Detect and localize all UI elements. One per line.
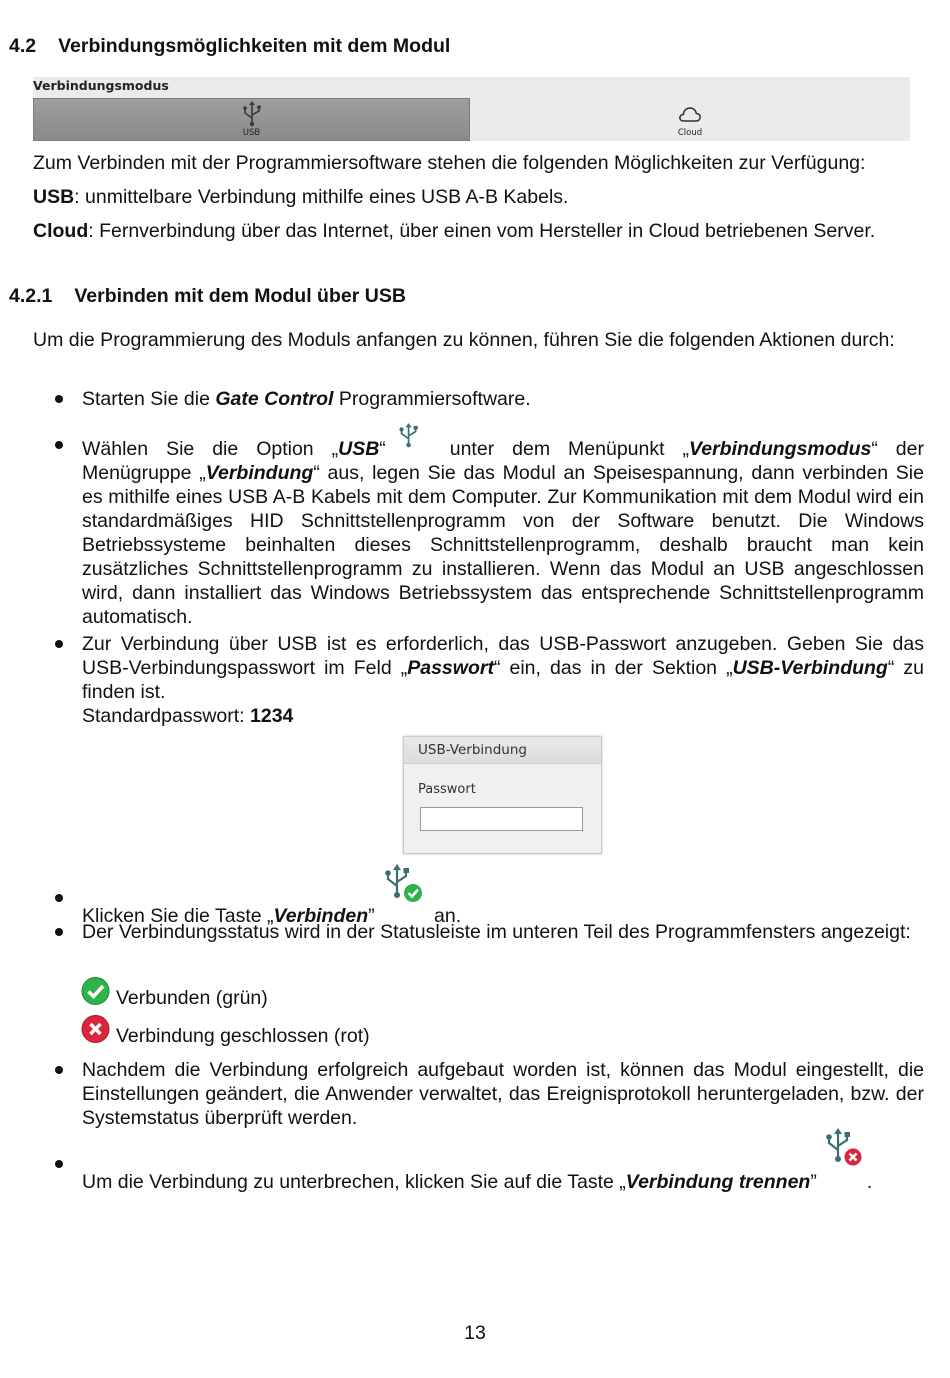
bullet-after-connection: Nachdem die Verbindung erfolgreich aufgebaut worden ist, können das Modul eingestellt, die Einstellungen geändert, die Anwender verwaltet, das Ereignisprotokoll heruntergeladen, bzw. der Systemstatus überprüft werden. xyxy=(82,1059,924,1129)
cloud-mode-label: Cloud xyxy=(677,128,703,138)
usb-disconnect-icon[interactable] xyxy=(825,1152,865,1192)
red-x-icon xyxy=(81,1015,111,1043)
section-heading xyxy=(9,34,450,58)
status-closed-text: Verbindung geschlossen (rot) xyxy=(116,1025,370,1047)
cloud-icon xyxy=(678,104,702,124)
usb-connection-panel xyxy=(403,736,602,854)
bullet-text: Zur Verbindung über USB ist es erforderlich, das USB-Passwort anzugeben. Geben Sie das USB-Verbindungspasswort im Feld „ xyxy=(82,633,924,679)
bullet-dot xyxy=(55,640,63,648)
usb-definition-text: : unmittelbare Verbindung mithilfe eines USB A-B Kabels. xyxy=(74,186,569,208)
bullet-dot xyxy=(55,928,63,936)
page-number: 13 xyxy=(464,1322,486,1344)
menu-group-connection: Verbindung xyxy=(205,462,314,484)
option-usb: USB xyxy=(338,438,380,460)
default-password-label: Standardpasswort: xyxy=(82,705,251,727)
bullet-dot xyxy=(55,894,63,902)
connection-mode-title: Verbindungsmodus xyxy=(33,78,169,93)
usb-icon xyxy=(241,101,263,127)
bullet-dot xyxy=(55,441,63,449)
software-name: Gate Control xyxy=(215,388,334,410)
password-input[interactable] xyxy=(420,807,583,831)
bullet-disconnect xyxy=(82,1152,924,1194)
usb-mode-button[interactable] xyxy=(33,98,470,141)
bullet-text: an. xyxy=(428,905,462,927)
bullet-select-usb xyxy=(82,433,924,629)
bullet-dot xyxy=(55,1160,63,1168)
cloud-mode-button[interactable] xyxy=(470,98,910,141)
usb-connection-panel-title: USB-Verbindung xyxy=(404,737,601,764)
usb-term: USB xyxy=(33,186,75,208)
button-connect-name: Verbinden xyxy=(273,905,369,927)
subsection-intro: Um die Programmierung des Moduls anfangen zu können, führen Sie die folgenden Aktionen durch: xyxy=(33,329,895,351)
subsection-number: 4.2.1 xyxy=(9,285,53,307)
section-number: 4.2 xyxy=(9,35,37,57)
bullet-text: “ der Menügruppe „ xyxy=(82,438,924,484)
bullet-password xyxy=(82,632,924,728)
usb-definition xyxy=(33,185,913,209)
default-password-value: 1234 xyxy=(250,705,294,727)
bullet-text: “ xyxy=(379,438,386,460)
green-check-icon xyxy=(81,977,111,1005)
bullet-start-software xyxy=(82,387,924,411)
bullet-text: unter dem Menüpunkt „ xyxy=(431,438,689,460)
bullet-text: Starten Sie die xyxy=(82,388,216,410)
usb-icon xyxy=(392,433,428,457)
bullet-text: ” xyxy=(810,1171,817,1193)
usb-mode-label: USB xyxy=(242,128,261,138)
status-connected-text: Verbunden (grün) xyxy=(116,987,268,1009)
intro-text: Zum Verbinden mit der Programmiersoftware stehen die folgenden Möglichkeiten zur Verfügung: xyxy=(33,152,866,174)
bullet-text: . xyxy=(866,1171,873,1193)
bullet-dot xyxy=(55,395,63,403)
field-password-name: Passwort xyxy=(407,657,494,679)
menu-connection-mode: Verbindungsmodus xyxy=(688,438,872,460)
section-title: Verbindungsmöglichkeiten mit dem Modul xyxy=(58,35,451,57)
section-usb-connection-name: USB-Verbindung xyxy=(732,657,888,679)
bullet-text: Um die Verbindung zu unterbrechen, klicken Sie auf die Taste „ xyxy=(82,1171,626,1193)
bullet-text: Wählen Sie die Option „ xyxy=(82,438,339,460)
bullet-status: Der Verbindungsstatus wird in der Statusleiste im unteren Teil des Programmfensters angezeigt: xyxy=(82,921,911,943)
password-label: Passwort xyxy=(418,782,476,797)
subsection-heading xyxy=(9,284,406,308)
cloud-term: Cloud xyxy=(33,220,89,242)
bullet-text: “ ein, das in der Sektion „ xyxy=(493,657,733,679)
bullet-text: Klicken Sie die Taste „ xyxy=(82,905,274,927)
button-disconnect-name: Verbindung trennen xyxy=(625,1171,811,1193)
bullet-text: “ aus, legen Sie das Modul an Speisespannung, dann verbinden Sie es mithilfe eines USB A-B Kabels mit dem Computer. Zur Kommunikation mit dem Modul wird ein standardmäßiges HID Schnittstellenprogramm von der Software benutzt. Die Windows Betriebssysteme beinhalten dieses Schnittstellenprogramm, deshalb braucht man kein zusätzliches Schnittstellenprogramm zu installieren. Wenn das Modul an USB angeschlossen wird, dann installiert das Windows Betriebssystem das entsprechende Schnittstellenprogramm automatisch. xyxy=(82,462,924,628)
cloud-definition xyxy=(33,219,933,243)
bullet-text: ” xyxy=(368,905,375,927)
connection-mode-widget xyxy=(33,77,910,141)
cloud-definition-text: : Fernverbindung über das Internet, über einen vom Hersteller in Cloud betriebenen Server. xyxy=(88,220,876,242)
bullet-text: “ zu finden ist. xyxy=(82,657,925,703)
subsection-title: Verbinden mit dem Modul über USB xyxy=(74,285,406,307)
bullet-dot xyxy=(55,1066,63,1074)
bullet-text: Programmiersoftware. xyxy=(333,388,531,410)
